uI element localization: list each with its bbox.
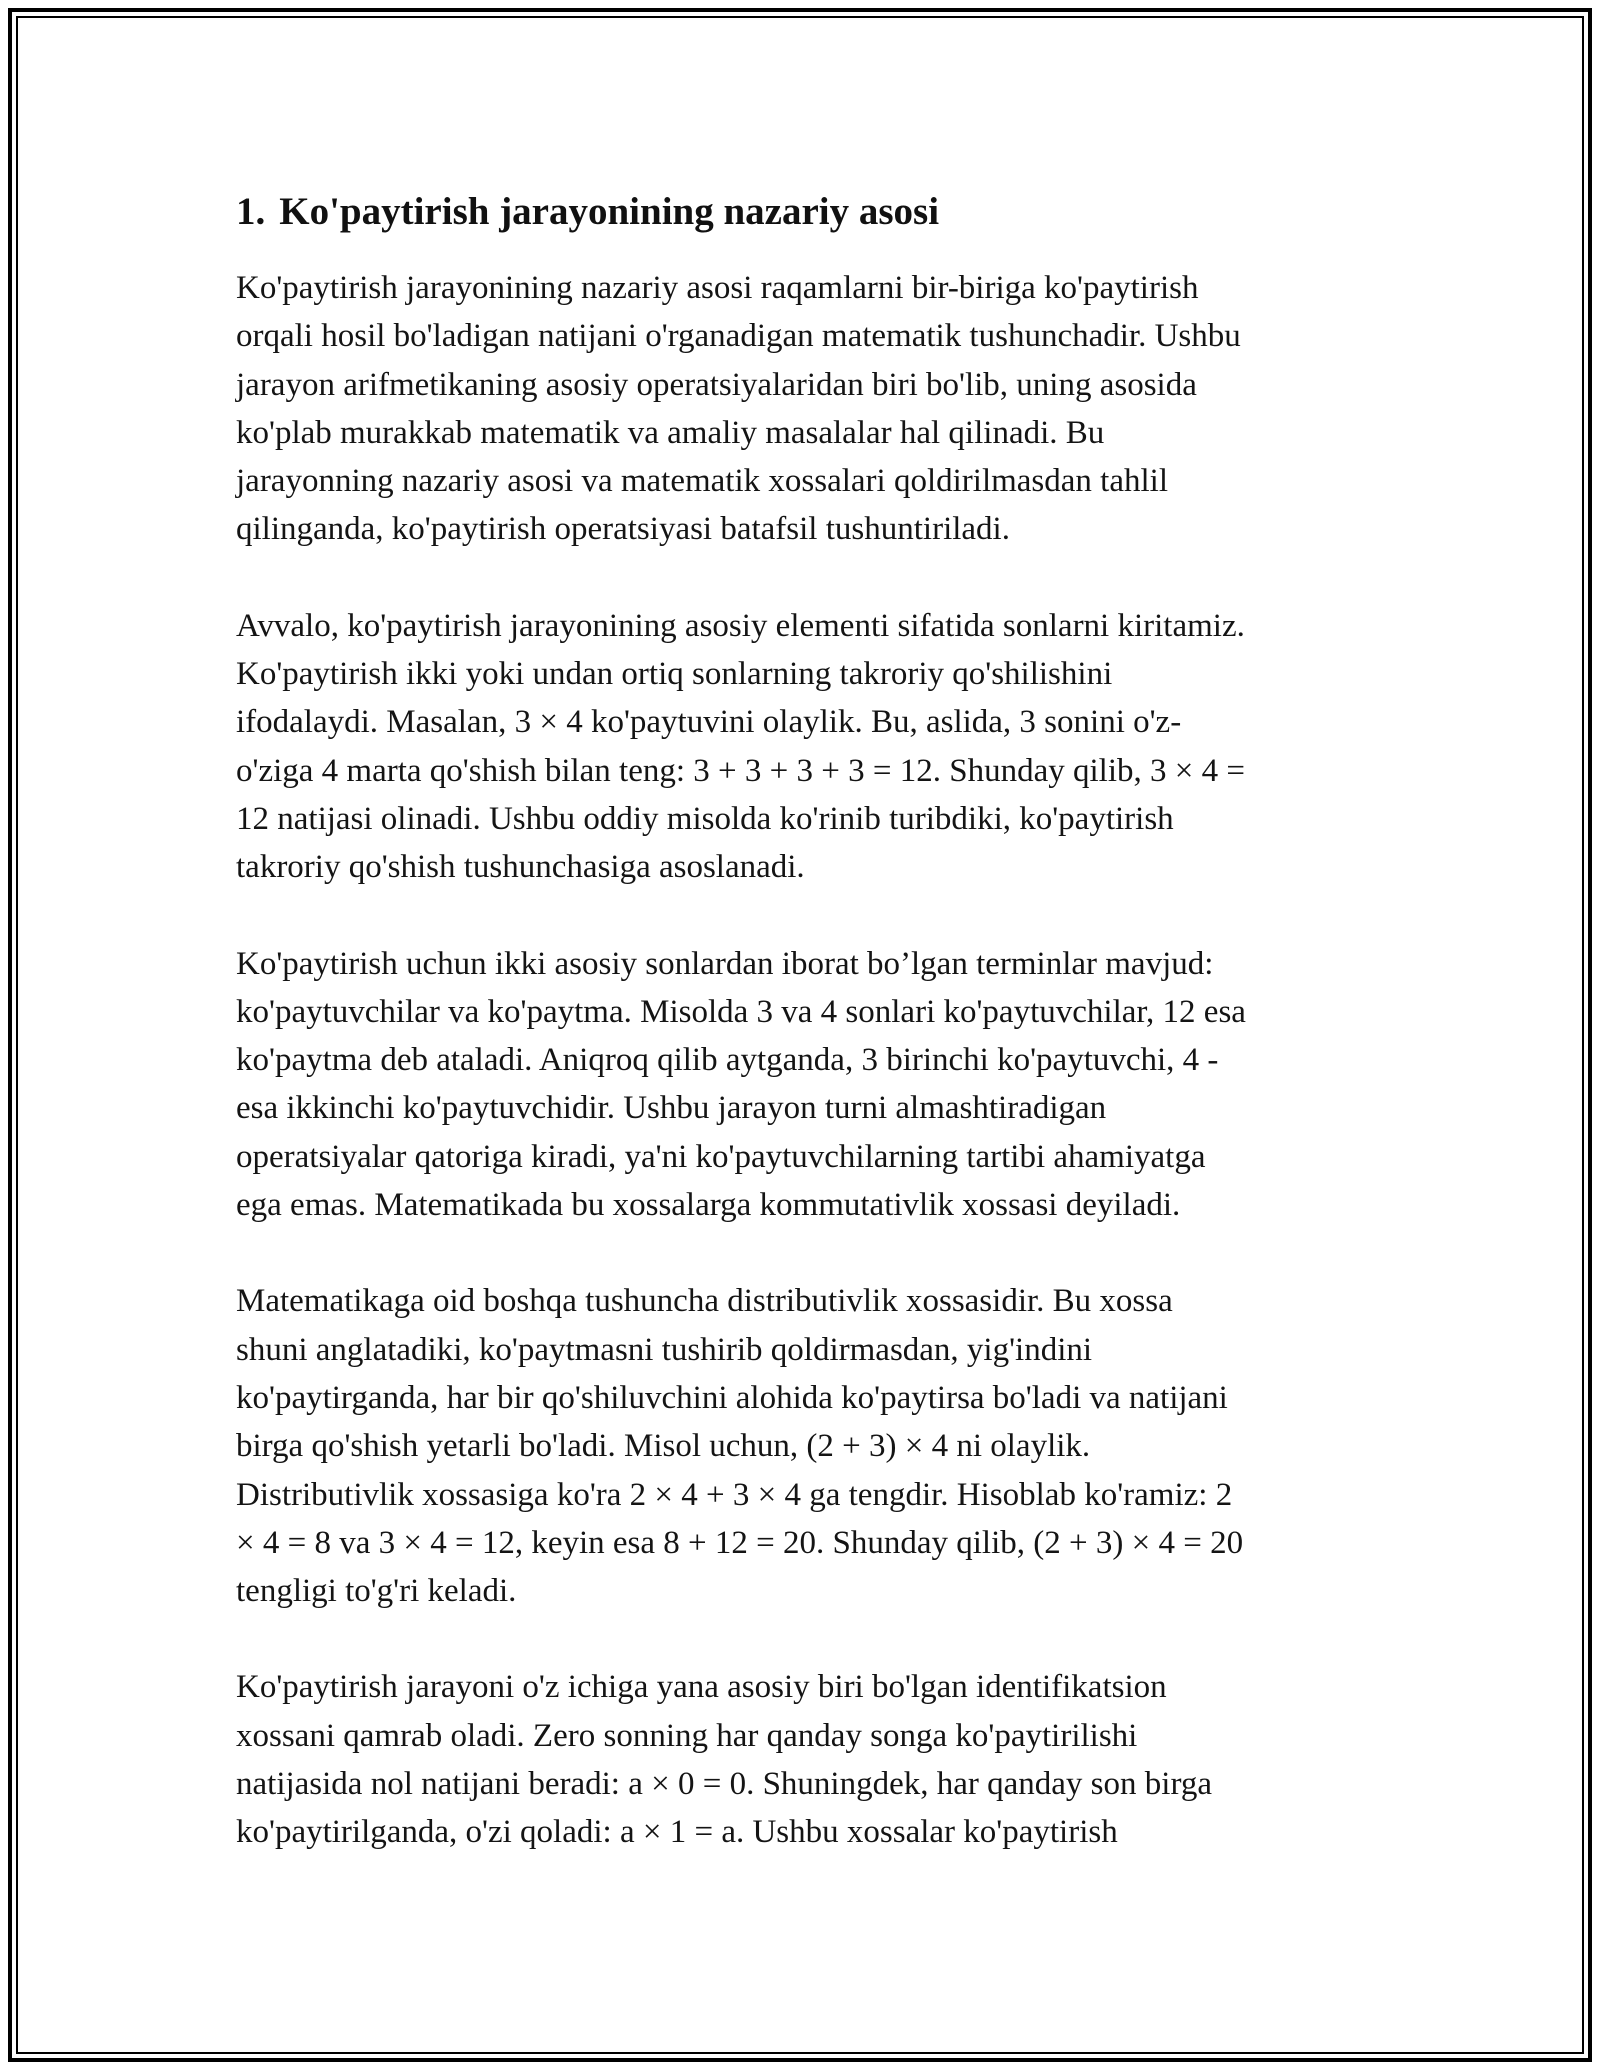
paragraph-line: ko'paytirilganda, o'zi qoladi: a × 1 = a. Ushbu xossalar ko'paytirish xyxy=(236,1814,1118,1851)
paragraph-line: orqali hosil bo'ladigan natijani o'rganadigan matematik tushunchadir. Ushbu xyxy=(236,318,1241,355)
paragraph-line: birga qo'shish yetarli bo'ladi. Misol uchun, (2 + 3) × 4 ni olaylik. xyxy=(236,1428,1091,1465)
paragraph xyxy=(236,264,1366,554)
paragraph-line: ifodalaydi. Masalan, 3 × 4 ko'paytuvini olaylik. Bu, aslida, 3 sonini o'z- xyxy=(236,704,1182,741)
paragraph-line: ega emas. Matematikada bu xossalarga kommutativlik xossasi deyiladi. xyxy=(236,1187,1181,1224)
paragraph-line: jarayon arifmetikaning asosiy operatsiyalaridan biri bo'lib, uning asosida xyxy=(236,366,1197,403)
paragraph-line: ko'paytirganda, har bir qo'shiluvchini alohida ko'paytirsa bo'ladi va natijani xyxy=(236,1379,1228,1416)
paragraph-line: operatsiyalar qatoriga kiradi, ya'ni ko'paytuvchilarning tartibi ahamiyatga xyxy=(236,1138,1206,1175)
section-number: 1. xyxy=(236,190,266,233)
paragraph-line: takroriy qo'shish tushunchasiga asoslanadi. xyxy=(236,849,805,886)
section-heading xyxy=(236,186,1366,238)
paragraph-line: Distributivlik xossasiga ko'ra 2 × 4 + 3 × 4 ga tengdir. Hisoblab ko'ramiz: 2 xyxy=(236,1476,1233,1513)
paragraph-line: jarayonning nazariy asosi va matematik xossalari qoldirilmasdan tahlil xyxy=(236,463,1168,500)
paragraph-line: Matematikaga oid boshqa tushuncha distributivlik xossasidir. Bu xossa xyxy=(236,1283,1173,1320)
paragraph xyxy=(236,1663,1366,1856)
paragraph-line: Ko'paytirish jarayonining nazariy asosi raqamlarni bir-biriga ko'paytirish xyxy=(236,270,1199,306)
paragraph-line: Ko'paytirish jarayoni o'z ichiga yana asosiy biri bo'lgan identifikatsion xyxy=(236,1669,1167,1706)
paragraph-line: Avvalo, ko'paytirish jarayonining asosiy elementi sifatida sonlarni kiritamiz. xyxy=(236,607,1245,644)
paragraph-list xyxy=(236,264,1366,1857)
paragraph-line: esa ikkinchi ko'paytuvchidir. Ushbu jarayon turni almashtiradigan xyxy=(236,1090,1107,1127)
document-body xyxy=(236,186,1366,1857)
paragraph-line: o'ziga 4 marta qo'shish bilan teng: 3 + 3 + 3 + 3 = 12. Shunday qilib, 3 × 4 = xyxy=(236,752,1245,789)
section-title: Ko'paytirish jarayonining nazariy asosi xyxy=(279,190,940,233)
paragraph xyxy=(236,1277,1366,1615)
paragraph-line: ko'paytuvchilar va ko'paytma. Misolda 3 va 4 sonlari ko'paytuvchilar, 12 esa xyxy=(236,993,1246,1030)
paragraph-line: shuni anglatadiki, ko'paytmasni tushirib qoldirmasdan, yig'indini xyxy=(236,1331,1093,1368)
paragraph-line: 12 natijasi olinadi. Ushbu oddiy misolda ko'rinib turibdiki, ko'paytirish xyxy=(236,800,1174,837)
paragraph-line: xossani qamrab oladi. Zero sonning har qanday songa ko'paytirilishi xyxy=(236,1717,1138,1754)
paragraph-line: Ko'paytirish uchun ikki asosiy sonlardan iborat bo’lgan terminlar mavjud: xyxy=(236,945,1214,982)
paragraph-line: ko'plab murakkab matematik va amaliy masalalar hal qilinadi. Bu xyxy=(236,414,1105,451)
paragraph-line: qilinganda, ko'paytirish operatsiyasi batafsil tushuntiriladi. xyxy=(236,511,1010,548)
paragraph-line: Ko'paytirish ikki yoki undan ortiq sonlarning takroriy qo'shilishini xyxy=(236,656,1113,693)
paragraph xyxy=(236,940,1366,1230)
paragraph-line: × 4 = 8 va 3 × 4 = 12, keyin esa 8 + 12 = 20. Shunday qilib, (2 + 3) × 4 = 20 xyxy=(236,1524,1244,1561)
paragraph-line: natijasida nol natijani beradi: a × 0 = 0. Shuningdek, har qanday son birga xyxy=(236,1766,1212,1803)
paragraph xyxy=(236,602,1366,892)
paragraph-line: ko'paytma deb ataladi. Aniqroq qilib aytganda, 3 birinchi ko'paytuvchi, 4 - xyxy=(236,1042,1219,1079)
paragraph-line: tengligi to'g'ri keladi. xyxy=(236,1573,517,1610)
